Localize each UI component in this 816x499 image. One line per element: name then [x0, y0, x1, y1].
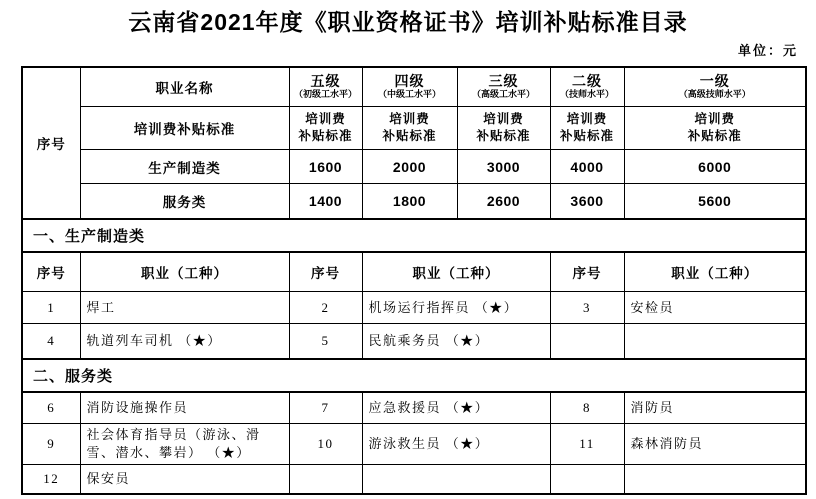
- subsidy-value: 4000: [550, 150, 624, 184]
- occupation-cell: [624, 324, 806, 359]
- occupation-cell: 保安员: [80, 465, 289, 494]
- occupation-name-header: 职业名称: [80, 67, 289, 107]
- level-header-4: [362, 67, 457, 107]
- subsidy-value: 2000: [362, 150, 457, 184]
- occupation-cell: 社会体育指导员（游泳、滑雪、潜水、攀岩） （★）: [80, 424, 289, 465]
- subsidy-value: 5600: [624, 184, 806, 219]
- occupation-cell: 消防设施操作员: [80, 392, 289, 424]
- occupation-cell: 焊工: [80, 292, 289, 324]
- level-grade: 四级: [394, 73, 425, 90]
- subsidy-value: 1800: [362, 184, 457, 219]
- subsidy-value: 2600: [457, 184, 550, 219]
- occupation-cell: 应急救援员 （★）: [362, 392, 550, 424]
- level-desc: （高级工水平）: [471, 89, 535, 100]
- manufacturing-subsidy-row: [22, 150, 806, 184]
- subsidy-value: 3000: [457, 150, 550, 184]
- level-header-1: [624, 67, 806, 107]
- subsidy-value: 1600: [289, 150, 362, 184]
- level-header-3: [457, 67, 550, 107]
- section-heading-service: 二、服务类: [22, 359, 806, 392]
- fee-cell: 培训费 补贴标准: [550, 107, 624, 150]
- serial-cell: [550, 465, 624, 494]
- fee-cell: 培训费 补贴标准: [457, 107, 550, 150]
- occupation-cell: 轨道列车司机 （★）: [80, 324, 289, 359]
- occupation-cell: [362, 465, 550, 494]
- occupation-cell: 游泳救生员 （★）: [362, 424, 550, 465]
- table-row: [22, 424, 806, 465]
- listing-header-row: [22, 252, 806, 292]
- summary-header-row: [22, 67, 806, 107]
- occupation-cell: 森林消防员: [624, 424, 806, 465]
- level-desc: （中级工水平）: [377, 89, 441, 100]
- fee-label-row: [22, 107, 806, 150]
- level-grade: 二级: [572, 73, 602, 90]
- service-subsidy-row: [22, 184, 806, 219]
- serial-cell: 4: [22, 324, 80, 359]
- category-label: 生产制造类: [80, 150, 289, 184]
- level-desc: （高级技师水平）: [678, 89, 751, 100]
- serial-cell: 9: [22, 424, 80, 465]
- occupation-cell: 安检员: [624, 292, 806, 324]
- serial-corner-label: 序号: [22, 67, 80, 219]
- occupation-cell: 机场运行指挥员 （★）: [362, 292, 550, 324]
- level-grade: 五级: [310, 73, 341, 90]
- serial-cell: 12: [22, 465, 80, 494]
- subsidy-value: 1400: [289, 184, 362, 219]
- occupation-cell: [624, 465, 806, 494]
- serial-cell: 5: [289, 324, 362, 359]
- level-desc: （初级工水平）: [293, 89, 357, 100]
- level-grade: 一级: [699, 73, 730, 90]
- serial-cell: 11: [550, 424, 624, 465]
- serial-cell: 8: [550, 392, 624, 424]
- serial-cell: 1: [22, 292, 80, 324]
- fee-row-label: 培训费补贴标准: [80, 107, 289, 150]
- table-row: [22, 292, 806, 324]
- serial-cell: 10: [289, 424, 362, 465]
- serial-header: 序号: [550, 252, 624, 292]
- fee-cell: 培训费 补贴标准: [624, 107, 806, 150]
- level-desc: （技师水平）: [559, 89, 614, 100]
- section-heading-manufacturing: 一、生产制造类: [22, 219, 806, 252]
- occupation-header: 职业（工种）: [362, 252, 550, 292]
- occupation-header: 职业（工种）: [624, 252, 806, 292]
- serial-cell: [289, 465, 362, 494]
- level-header-5: [289, 67, 362, 107]
- subsidy-value: 3600: [550, 184, 624, 219]
- page-title: 云南省2021年度《职业资格证书》培训补贴标准目录: [128, 9, 688, 35]
- serial-cell: [550, 324, 624, 359]
- level-header-2: [550, 67, 624, 107]
- occupation-cell: 民航乘务员 （★）: [362, 324, 550, 359]
- serial-header: 序号: [289, 252, 362, 292]
- serial-cell: 2: [289, 292, 362, 324]
- level-grade: 三级: [488, 73, 519, 90]
- unit-label: 单位：元: [737, 42, 798, 58]
- occupation-header: 职业（工种）: [80, 252, 289, 292]
- subsidy-value: 6000: [624, 150, 806, 184]
- serial-cell: 7: [289, 392, 362, 424]
- table-row: [22, 465, 806, 494]
- subsidy-table: [21, 66, 807, 495]
- fee-cell: 培训费 补贴标准: [362, 107, 457, 150]
- section-heading-row: [22, 219, 806, 252]
- serial-header: 序号: [22, 252, 80, 292]
- category-label: 服务类: [80, 184, 289, 219]
- section-heading-row: [22, 359, 806, 392]
- table-row: [22, 324, 806, 359]
- serial-cell: 6: [22, 392, 80, 424]
- fee-cell: 培训费 补贴标准: [289, 107, 362, 150]
- occupation-cell: 消防员: [624, 392, 806, 424]
- serial-cell: 3: [550, 292, 624, 324]
- table-row: [22, 392, 806, 424]
